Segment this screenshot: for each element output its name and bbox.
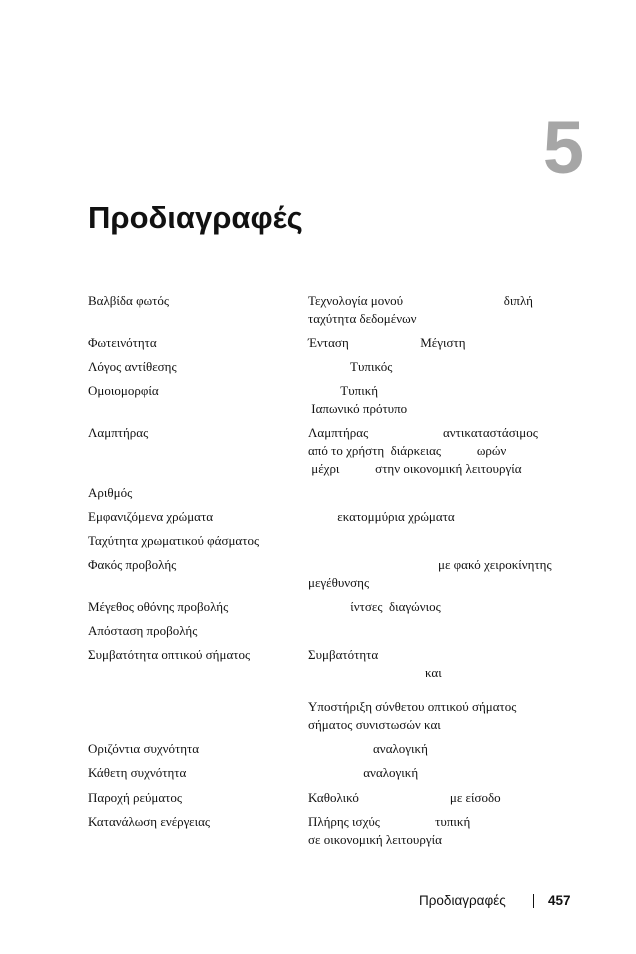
spec-label-lens: Φακός προβολής [88, 557, 177, 572]
footer-section-title: Προδιαγραφές [419, 893, 506, 908]
footer-divider [533, 894, 534, 908]
spec-label-lamp: Λαμπτήρας [88, 425, 149, 440]
spec-value: από το χρήστη διάρκειας ωρών [308, 443, 507, 458]
spec-value: και [308, 665, 442, 680]
spec-value: ταχύτητα δεδομένων [308, 311, 417, 326]
spec-label-distance: Απόσταση προβολής [88, 623, 198, 638]
spec-value: αναλογική [308, 765, 419, 780]
spec-value: εκατομμύρια χρώματα [308, 509, 455, 524]
spec-value: Ιαπωνικό πρότυπο [308, 401, 408, 416]
spec-value: Συμβατότητα [308, 647, 379, 662]
page-number: 457 [548, 893, 571, 908]
chapter-number: 5 [542, 106, 584, 189]
spec-value: μεγέθυνσης [308, 575, 370, 590]
spec-value: σήματος συνιστωσών και [308, 717, 441, 732]
spec-label-power: Παροχή ρεύματος [88, 790, 183, 805]
spec-value: Λαμπτήρας αντικαταστάσιμος [308, 425, 538, 440]
spec-label-color-wheel: Ταχύτητα χρωματικού φάσματος [88, 533, 260, 548]
spec-value: Καθολικό με είσοδο [308, 790, 501, 805]
spec-value: Τυπικός [308, 359, 393, 374]
spec-value: Τυπική [308, 383, 379, 398]
chapter-title: Προδιαγραφές [88, 200, 303, 235]
spec-label-uniformity: Ομοιομορφία [88, 383, 159, 398]
spec-label-screen-size: Μέγεθος οθόνης προβολής [88, 599, 229, 614]
spec-value: Τεχνολογία μονού διπλή [308, 293, 533, 308]
spec-label-video: Συμβατότητα οπτικού σήματος [88, 647, 251, 662]
spec-label-v-freq: Κάθετη συχνότητα [88, 765, 187, 780]
spec-label-consumption: Κατανάλωση ενέργειας [88, 814, 211, 829]
spec-label-contrast: Λόγος αντίθεσης [88, 359, 177, 374]
spec-value: αναλογική [308, 741, 428, 756]
spec-value: ίντσες διαγώνιος [308, 599, 441, 614]
spec-label-h-freq: Οριζόντια συχνότητα [88, 741, 200, 756]
spec-label-count: Αριθμός [88, 485, 133, 500]
spec-value: Ένταση Μέγιστη [308, 335, 466, 350]
spec-label-light-valve: Βαλβίδα φωτός [88, 293, 170, 308]
spec-value: μέχρι στην οικονομική λειτουργία [308, 461, 522, 476]
spec-value: με φακό χειροκίνητης [308, 557, 552, 572]
spec-label-brightness: Φωτεινότητα [88, 335, 157, 350]
spec-value: σε οικονομική λειτουργία [308, 832, 442, 847]
spec-value: Πλήρης ισχύς τυπική [308, 814, 471, 829]
spec-value: Υποστήριξη σύνθετου οπτικού σήματος [308, 699, 517, 714]
spec-label-colors: Εμφανιζόμενα χρώματα [88, 509, 214, 524]
